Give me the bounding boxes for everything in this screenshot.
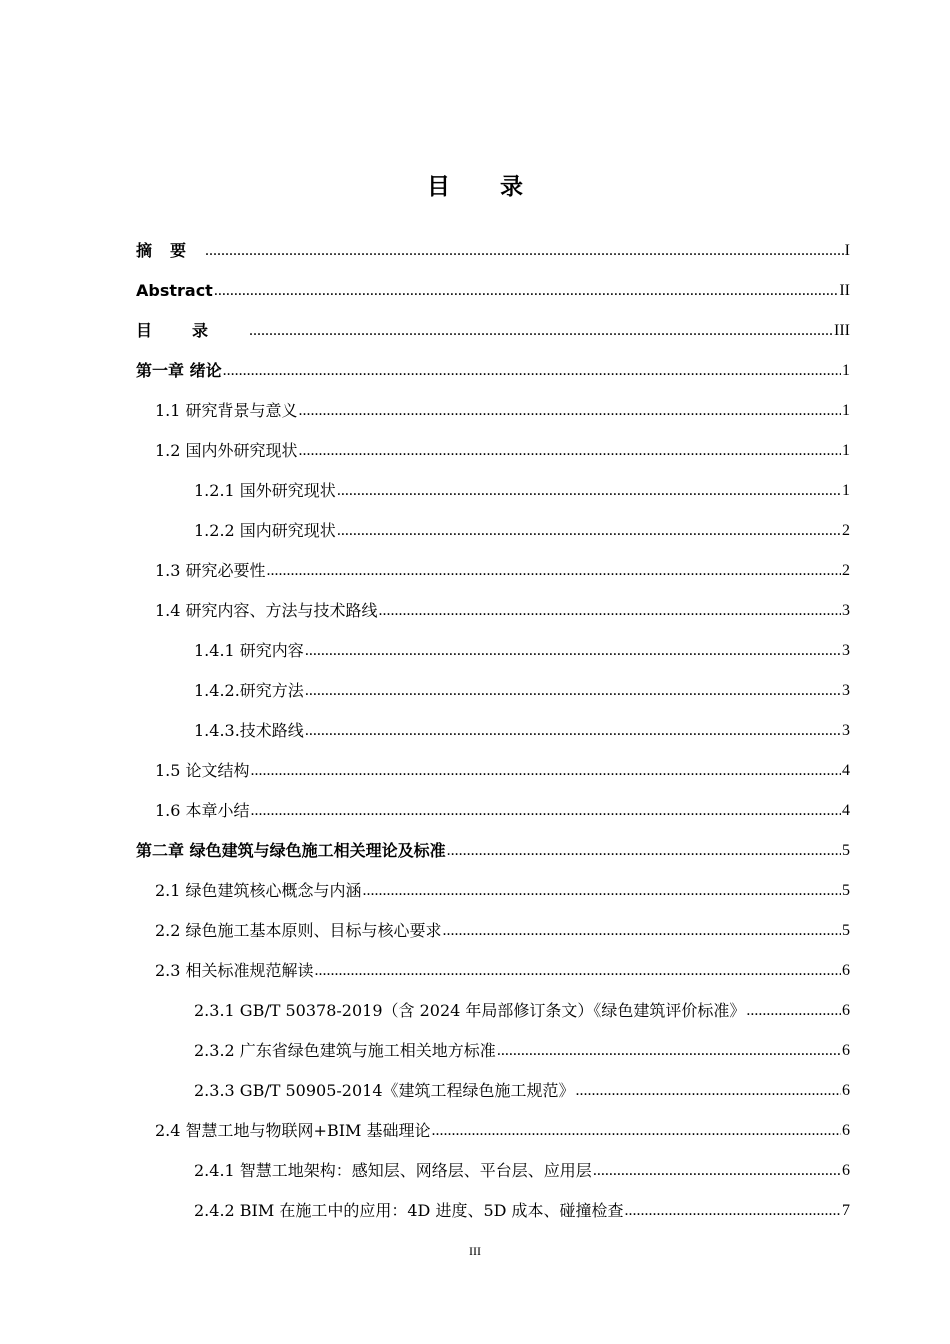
toc-entry[interactable] (136, 511, 850, 551)
toc-dot-leader (251, 751, 841, 791)
toc-entry-title: 摘要 (136, 241, 205, 260)
toc-entry[interactable] (136, 431, 850, 471)
toc-entry-title: 1.2.2 国内研究现状 (194, 521, 336, 540)
toc-entry-page: 5 (842, 882, 850, 899)
toc-entry-title: 2.3.1 GB/T 50378-2019（含 2024 年局部修订条文）《绿色建筑评价标准》 (194, 1001, 746, 1020)
toc-entry[interactable] (136, 951, 850, 991)
toc-entry-page: 3 (842, 602, 850, 619)
toc-dot-leader (223, 351, 841, 391)
toc-entry-title: 1.2 国内外研究现状 (155, 441, 298, 460)
toc-dot-leader (315, 951, 841, 991)
toc-entry-title: 目录 (136, 321, 249, 340)
toc-dot-leader (443, 911, 841, 951)
toc-dot-leader (432, 1111, 842, 1151)
toc-dot-leader (337, 511, 841, 551)
toc-entry-page: 2 (842, 562, 850, 579)
toc-dot-leader (249, 311, 833, 351)
toc-entry-page: III (834, 322, 850, 339)
toc-entry[interactable] (136, 551, 850, 591)
toc-entry-page: 6 (842, 1002, 850, 1019)
toc-dot-leader (337, 471, 841, 511)
toc-entry-page: 6 (842, 1042, 850, 1059)
toc-dot-leader (305, 631, 841, 671)
toc-dot-leader (379, 591, 841, 631)
toc-dot-leader (576, 1071, 841, 1111)
toc-entry-page: 3 (842, 642, 850, 659)
toc-entry[interactable] (136, 591, 850, 631)
toc-entry-title: 1.2.1 国外研究现状 (194, 481, 336, 500)
toc-entry[interactable] (136, 231, 850, 271)
page-number: III (469, 1244, 481, 1258)
toc-entry-title: 1.1 研究背景与意义 (155, 401, 298, 420)
toc-entry[interactable] (136, 1071, 850, 1111)
toc-entry-page: II (839, 282, 850, 299)
toc-entry[interactable] (136, 991, 850, 1031)
toc-dot-leader (305, 711, 841, 751)
toc-dot-leader (305, 671, 841, 711)
toc-entry[interactable] (136, 871, 850, 911)
toc-entry-page: I (844, 242, 850, 259)
toc-dot-leader (497, 1031, 841, 1071)
toc-dot-leader (299, 391, 841, 431)
toc-entry[interactable] (136, 791, 850, 831)
toc-dot-leader (251, 791, 841, 831)
toc-entry-page: 6 (842, 962, 850, 979)
toc-dot-leader (447, 831, 841, 871)
toc-entry-title: 1.4 研究内容、方法与技术路线 (155, 601, 378, 620)
toc-entry[interactable] (136, 1191, 850, 1231)
toc-entry-page: 6 (842, 1122, 850, 1139)
toc-entry-title: 1.3 研究必要性 (155, 561, 266, 580)
toc-dot-leader (363, 871, 841, 911)
toc-entry-title: 2.4.2 BIM 在施工中的应用：4D 进度、5D 成本、碰撞检查 (194, 1201, 624, 1220)
toc-entry-title: 2.3.2 广东省绿色建筑与施工相关地方标准 (194, 1041, 496, 1060)
toc-entry-title: 1.4.3.技术路线 (194, 721, 304, 740)
toc-entry-page: 6 (842, 1082, 850, 1099)
toc-entry-page: 5 (842, 842, 850, 859)
toc-entry-page: 7 (842, 1202, 850, 1219)
toc-entry-title: Abstract (136, 281, 213, 300)
toc-entry[interactable] (136, 631, 850, 671)
toc-entry-page: 1 (842, 402, 850, 419)
toc-entry[interactable] (136, 1151, 850, 1191)
toc-entry-page: 3 (842, 722, 850, 739)
toc-entry-title: 2.3.3 GB/T 50905-2014《建筑工程绿色施工规范》 (194, 1081, 575, 1100)
toc-entry-page: 4 (842, 762, 850, 779)
toc-entry-page: 6 (842, 1162, 850, 1179)
toc-entry[interactable] (136, 911, 850, 951)
toc-entry-title: 第二章 绿色建筑与绿色施工相关理论及标准 (136, 841, 446, 860)
toc-entry-title: 2.3 相关标准规范解读 (155, 961, 314, 980)
toc-entry[interactable] (136, 471, 850, 511)
toc-entry[interactable] (136, 671, 850, 711)
toc-entry-page: 3 (842, 682, 850, 699)
toc-entry-title: 1.6 本章小结 (155, 801, 250, 820)
toc-entry[interactable] (136, 751, 850, 791)
toc-entry-page: 2 (842, 522, 850, 539)
toc-entry[interactable] (136, 1111, 850, 1151)
toc-entry-title: 2.2 绿色施工基本原则、目标与核心要求 (155, 921, 442, 940)
toc-entry-page: 1 (842, 362, 850, 379)
page-title: 目录 (427, 174, 573, 200)
toc-entry[interactable] (136, 1031, 850, 1071)
toc-entry-page: 4 (842, 802, 850, 819)
toc-entry-title: 2.4 智慧工地与物联网+BIM 基础理论 (155, 1121, 431, 1140)
toc-entry-title: 2.1 绿色建筑核心概念与内涵 (155, 881, 362, 900)
toc-dot-leader (299, 431, 841, 471)
toc-dot-leader (214, 271, 839, 311)
toc-entry-page: 1 (842, 442, 850, 459)
toc-entry[interactable] (136, 711, 850, 751)
toc-dot-leader (746, 991, 841, 1031)
toc-entry-page: 5 (842, 922, 850, 939)
toc-entry[interactable] (136, 391, 850, 431)
toc-entry-page: 1 (842, 482, 850, 499)
table-of-contents (136, 231, 850, 1231)
toc-entry-title: 1.4.2.研究方法 (194, 681, 304, 700)
toc-dot-leader (593, 1151, 841, 1191)
toc-entry[interactable] (136, 271, 850, 311)
toc-entry[interactable] (136, 351, 850, 391)
toc-entry[interactable] (136, 831, 850, 871)
toc-entry-title: 2.4.1 智慧工地架构：感知层、网络层、平台层、应用层 (194, 1161, 592, 1180)
toc-entry-title: 1.4.1 研究内容 (194, 641, 304, 660)
toc-dot-leader (625, 1191, 841, 1231)
toc-dot-leader (205, 231, 844, 271)
toc-entry[interactable] (136, 311, 850, 351)
toc-dot-leader (267, 551, 841, 591)
toc-entry-title: 1.5 论文结构 (155, 761, 250, 780)
toc-entry-title: 第一章 绪论 (136, 361, 222, 380)
